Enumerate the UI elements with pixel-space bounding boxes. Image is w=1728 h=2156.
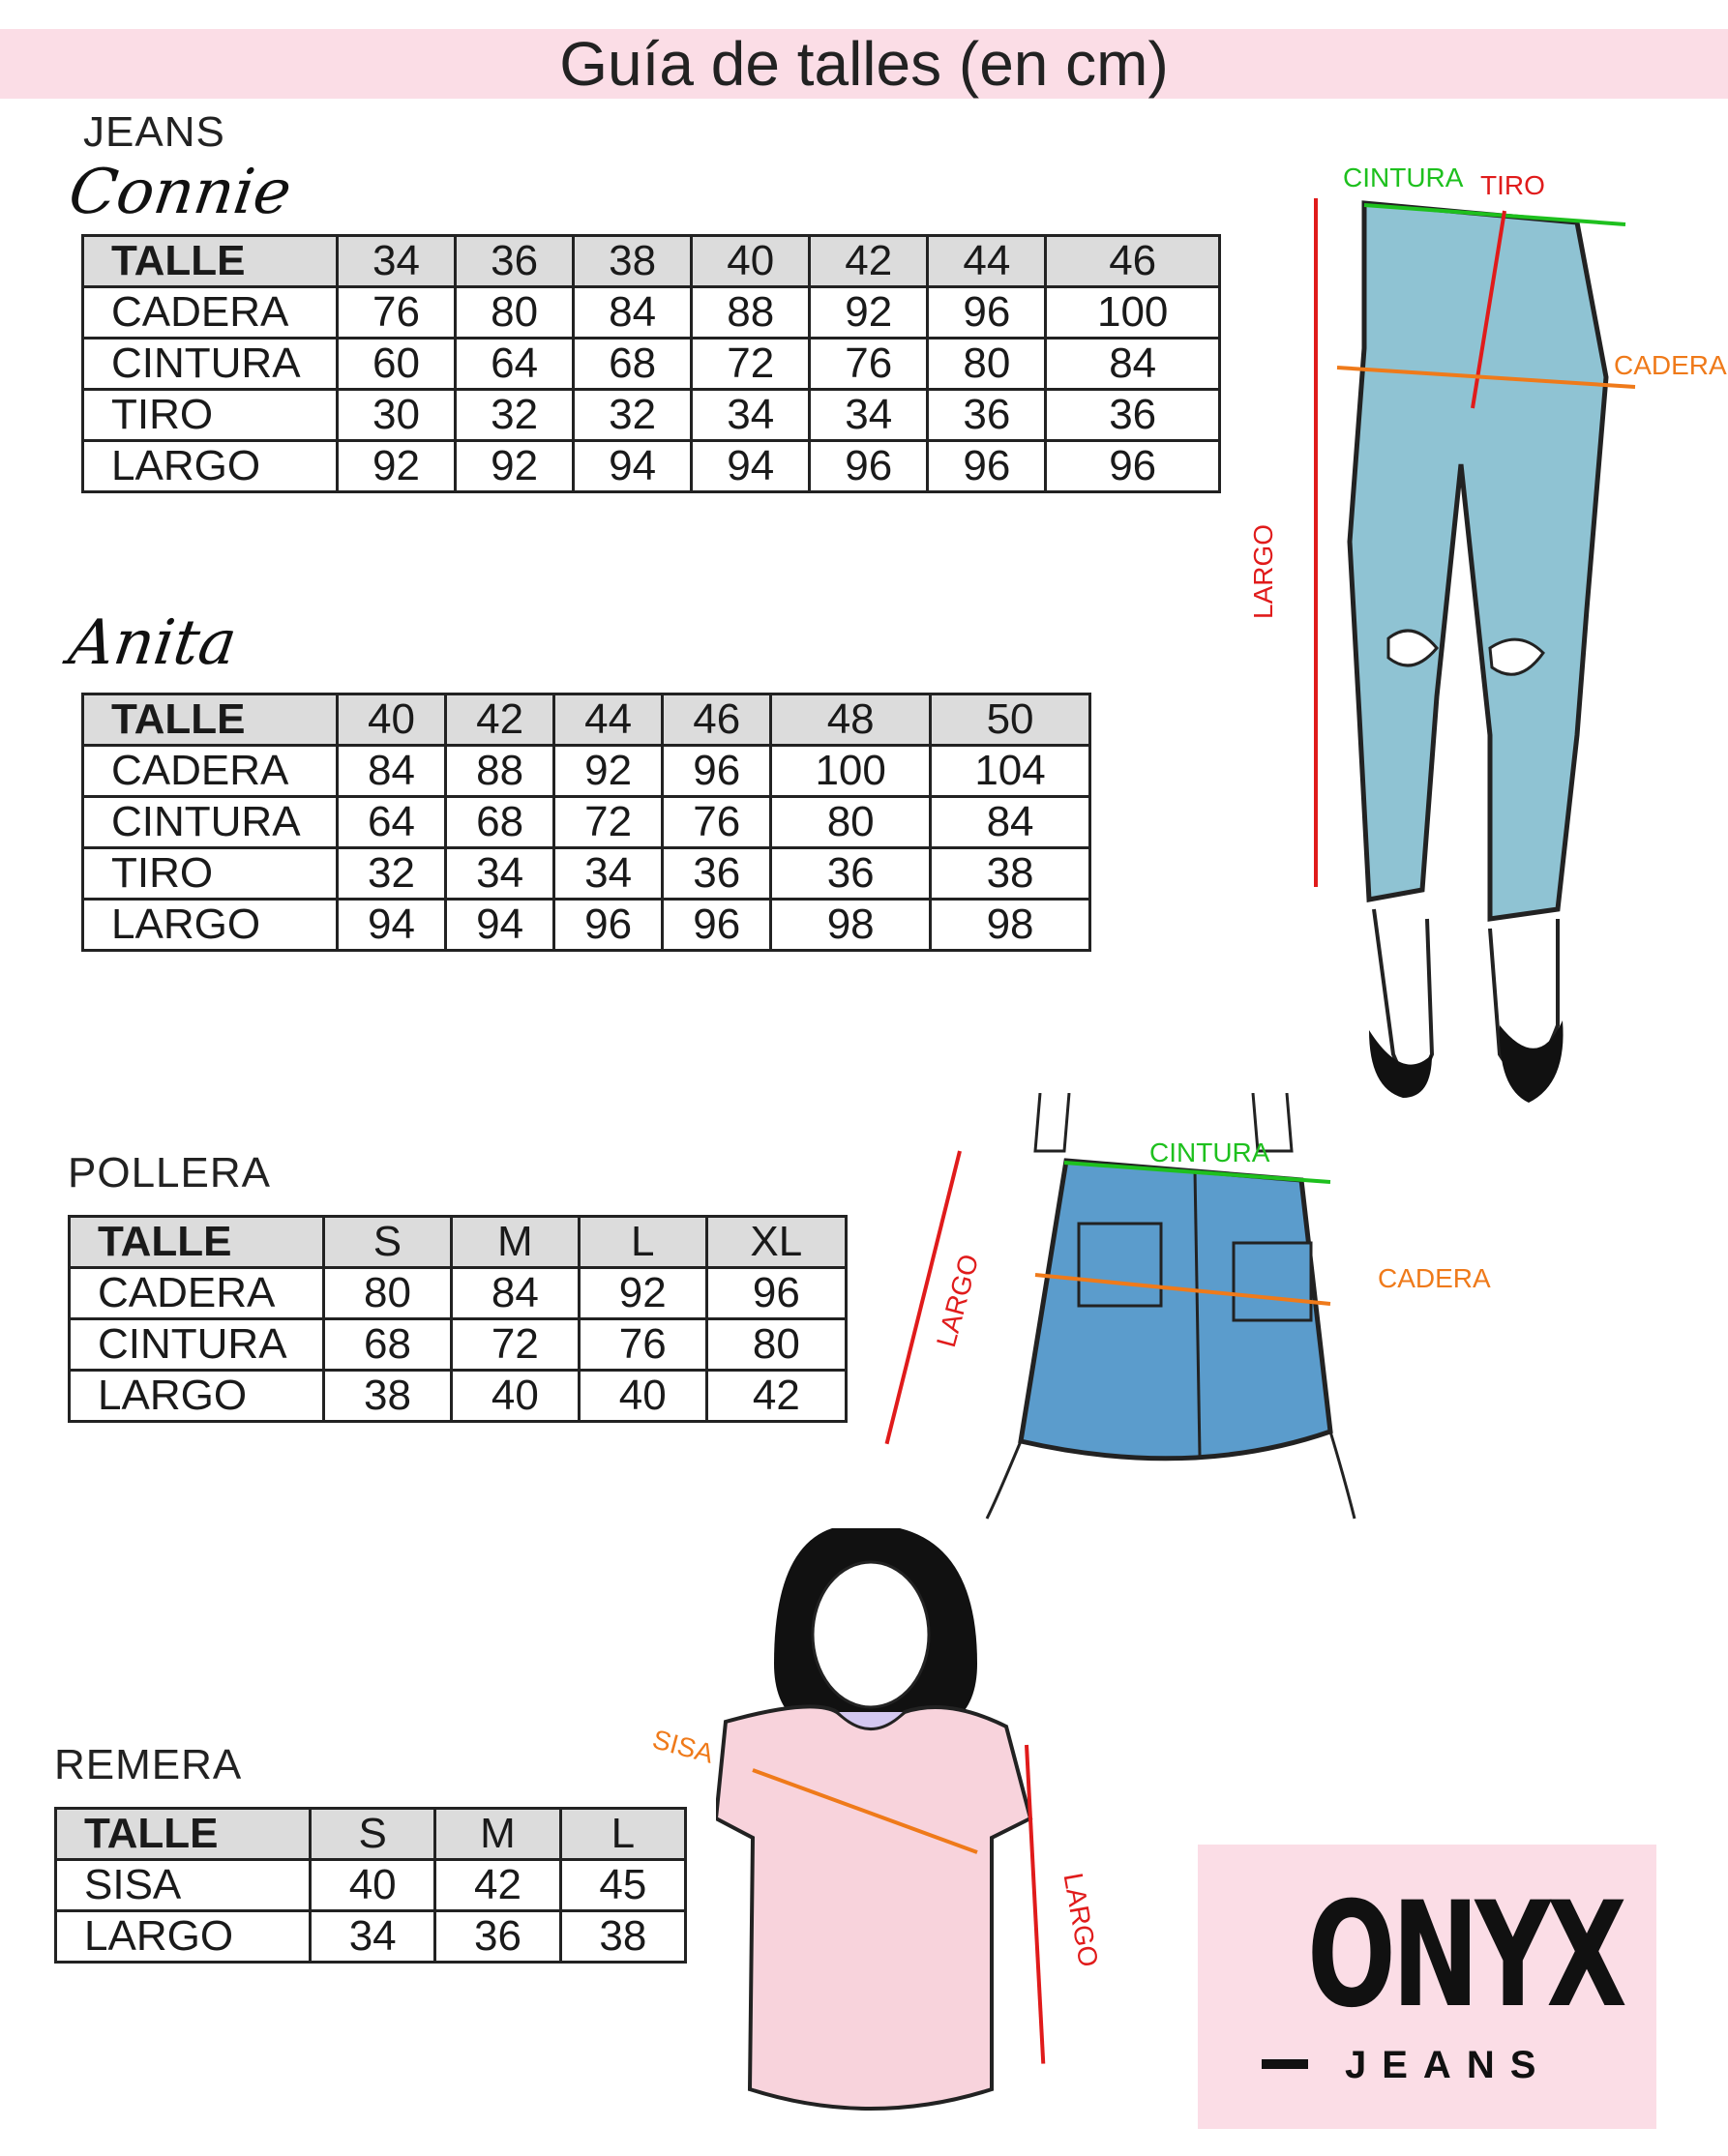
value-cell: 34 <box>810 390 928 441</box>
title-bar <box>0 29 1728 99</box>
value-cell: 44 <box>928 236 1046 287</box>
value-cell: 96 <box>810 441 928 492</box>
value-cell: 98 <box>931 900 1090 951</box>
value-cell: 40 <box>692 236 810 287</box>
remera-section-label: REMERA <box>54 1741 243 1788</box>
value-cell: 40 <box>451 1371 579 1422</box>
value-cell: 84 <box>451 1268 579 1319</box>
onyx-logo <box>1198 1845 1656 2129</box>
value-cell: 68 <box>324 1319 452 1371</box>
row-label-cell: CINTURA <box>70 1319 324 1371</box>
value-cell: 84 <box>338 746 446 797</box>
value-cell: 96 <box>554 900 663 951</box>
value-cell: 38 <box>931 848 1090 900</box>
pollera-size-table <box>68 1215 848 1423</box>
value-cell: 36 <box>1046 390 1220 441</box>
row-label-cell: CADERA <box>83 287 338 339</box>
value-cell: 45 <box>560 1860 685 1911</box>
value-cell: 96 <box>663 746 771 797</box>
value-cell: 92 <box>338 441 456 492</box>
row-label-cell: CADERA <box>83 746 338 797</box>
table-row <box>56 1911 686 1963</box>
row-label-cell: TIRO <box>83 390 338 441</box>
value-cell: 72 <box>692 339 810 390</box>
value-cell: 96 <box>663 900 771 951</box>
table-row <box>83 287 1220 339</box>
value-cell: 50 <box>931 694 1090 746</box>
value-cell: 80 <box>324 1268 452 1319</box>
page-title: Guía de talles (en cm) <box>559 29 1169 99</box>
table-header-row <box>70 1217 847 1268</box>
value-cell: 80 <box>706 1319 846 1371</box>
value-cell: 36 <box>928 390 1046 441</box>
value-cell: 32 <box>456 390 574 441</box>
pollera-section-label: POLLERA <box>68 1149 271 1196</box>
value-cell: 46 <box>1046 236 1220 287</box>
shirt-sisa-label: SISA <box>649 1724 717 1769</box>
value-cell: 80 <box>928 339 1046 390</box>
table-header-row <box>83 236 1220 287</box>
value-cell: 76 <box>579 1319 706 1371</box>
value-cell: 96 <box>928 287 1046 339</box>
value-cell: 36 <box>456 236 574 287</box>
value-cell: 72 <box>554 797 663 848</box>
value-cell: 94 <box>574 441 692 492</box>
value-cell: 100 <box>771 746 931 797</box>
value-cell: 84 <box>1046 339 1220 390</box>
value-cell: 72 <box>451 1319 579 1371</box>
value-cell: M <box>435 1809 560 1860</box>
value-cell: 96 <box>928 441 1046 492</box>
row-label-cell: CINTURA <box>83 797 338 848</box>
table-row <box>83 797 1090 848</box>
row-label-cell: TIRO <box>83 848 338 900</box>
jeans-cadera-label: CADERA <box>1614 350 1727 380</box>
value-cell: 44 <box>554 694 663 746</box>
value-cell: 92 <box>554 746 663 797</box>
row-label-cell: LARGO <box>70 1371 324 1422</box>
jeans-illustration <box>1267 155 1674 1112</box>
value-cell: 84 <box>931 797 1090 848</box>
shirt-largo-label: LARGO <box>1058 1871 1105 1969</box>
value-cell: 36 <box>771 848 931 900</box>
jeans-largo-label: LARGO <box>1248 523 1278 619</box>
row-label-cell: LARGO <box>83 900 338 951</box>
table-row <box>83 746 1090 797</box>
value-cell: 40 <box>579 1371 706 1422</box>
value-cell: 42 <box>435 1860 560 1911</box>
row-label-cell: TALLE <box>70 1217 324 1268</box>
value-cell: 96 <box>706 1268 846 1319</box>
table-row <box>83 441 1220 492</box>
table-row <box>83 339 1220 390</box>
value-cell: 88 <box>446 746 554 797</box>
value-cell: 68 <box>574 339 692 390</box>
value-cell: 36 <box>663 848 771 900</box>
value-cell: L <box>560 1809 685 1860</box>
skirt-largo-label: LARGO <box>931 1251 985 1351</box>
value-cell: 60 <box>338 339 456 390</box>
anita-size-table <box>81 693 1091 952</box>
value-cell: 76 <box>663 797 771 848</box>
table-row <box>83 900 1090 951</box>
remera-size-table <box>54 1807 687 1964</box>
anita-model-name: Anita <box>64 607 241 679</box>
logo-underline <box>1262 2059 1308 2069</box>
value-cell: 84 <box>574 287 692 339</box>
value-cell: 40 <box>311 1860 435 1911</box>
value-cell: XL <box>706 1217 846 1268</box>
value-cell: 34 <box>338 236 456 287</box>
value-cell: 34 <box>446 848 554 900</box>
value-cell: 46 <box>663 694 771 746</box>
value-cell: 40 <box>338 694 446 746</box>
value-cell: M <box>451 1217 579 1268</box>
value-cell: 36 <box>435 1911 560 1963</box>
value-cell: 96 <box>1046 441 1220 492</box>
value-cell: L <box>579 1217 706 1268</box>
value-cell: 94 <box>692 441 810 492</box>
jeans-tiro-label: TIRO <box>1480 170 1545 200</box>
table-row <box>70 1268 847 1319</box>
value-cell: 38 <box>574 236 692 287</box>
row-label-cell: TALLE <box>83 694 338 746</box>
value-cell: 32 <box>338 848 446 900</box>
value-cell: 92 <box>579 1268 706 1319</box>
value-cell: 80 <box>456 287 574 339</box>
value-cell: 64 <box>456 339 574 390</box>
value-cell: 104 <box>931 746 1090 797</box>
table-header-row <box>56 1809 686 1860</box>
table-row <box>83 848 1090 900</box>
jeans-section-label: JEANS <box>83 108 225 156</box>
shirt-illustration <box>716 1528 1045 2147</box>
value-cell: S <box>324 1217 452 1268</box>
logo-wordmark: ONYX <box>1307 1872 1624 2040</box>
row-label-cell: LARGO <box>56 1911 311 1963</box>
connie-model-name: Connie <box>64 157 296 228</box>
logo-subtitle: JEANS <box>1345 2044 1552 2086</box>
value-cell: 92 <box>810 287 928 339</box>
value-cell: 38 <box>560 1911 685 1963</box>
row-label-cell: CADERA <box>70 1268 324 1319</box>
value-cell: 42 <box>810 236 928 287</box>
table-header-row <box>83 694 1090 746</box>
value-cell: 76 <box>810 339 928 390</box>
value-cell: 80 <box>771 797 931 848</box>
value-cell: 32 <box>574 390 692 441</box>
row-label-cell: CINTURA <box>83 339 338 390</box>
value-cell: 42 <box>706 1371 846 1422</box>
value-cell: 88 <box>692 287 810 339</box>
value-cell: 94 <box>446 900 554 951</box>
value-cell: 68 <box>446 797 554 848</box>
jeans-cintura-label: CINTURA <box>1343 162 1464 192</box>
connie-size-table <box>81 234 1221 493</box>
row-label-cell: LARGO <box>83 441 338 492</box>
table-row <box>70 1319 847 1371</box>
value-cell: 92 <box>456 441 574 492</box>
value-cell: 98 <box>771 900 931 951</box>
value-cell: S <box>311 1809 435 1860</box>
table-row <box>70 1371 847 1422</box>
skirt-cintura-label: CINTURA <box>1149 1137 1270 1167</box>
value-cell: 34 <box>554 848 663 900</box>
row-label-cell: TALLE <box>56 1809 311 1860</box>
value-cell: 30 <box>338 390 456 441</box>
value-cell: 100 <box>1046 287 1220 339</box>
value-cell: 48 <box>771 694 931 746</box>
value-cell: 76 <box>338 287 456 339</box>
value-cell: 94 <box>338 900 446 951</box>
value-cell: 42 <box>446 694 554 746</box>
jeans-largo-line <box>1314 198 1318 887</box>
row-label-cell: SISA <box>56 1860 311 1911</box>
value-cell: 34 <box>692 390 810 441</box>
value-cell: 64 <box>338 797 446 848</box>
value-cell: 38 <box>324 1371 452 1422</box>
value-cell: 34 <box>311 1911 435 1963</box>
skirt-cadera-label: CADERA <box>1378 1263 1491 1293</box>
row-label-cell: TALLE <box>83 236 338 287</box>
table-row <box>56 1860 686 1911</box>
table-row <box>83 390 1220 441</box>
